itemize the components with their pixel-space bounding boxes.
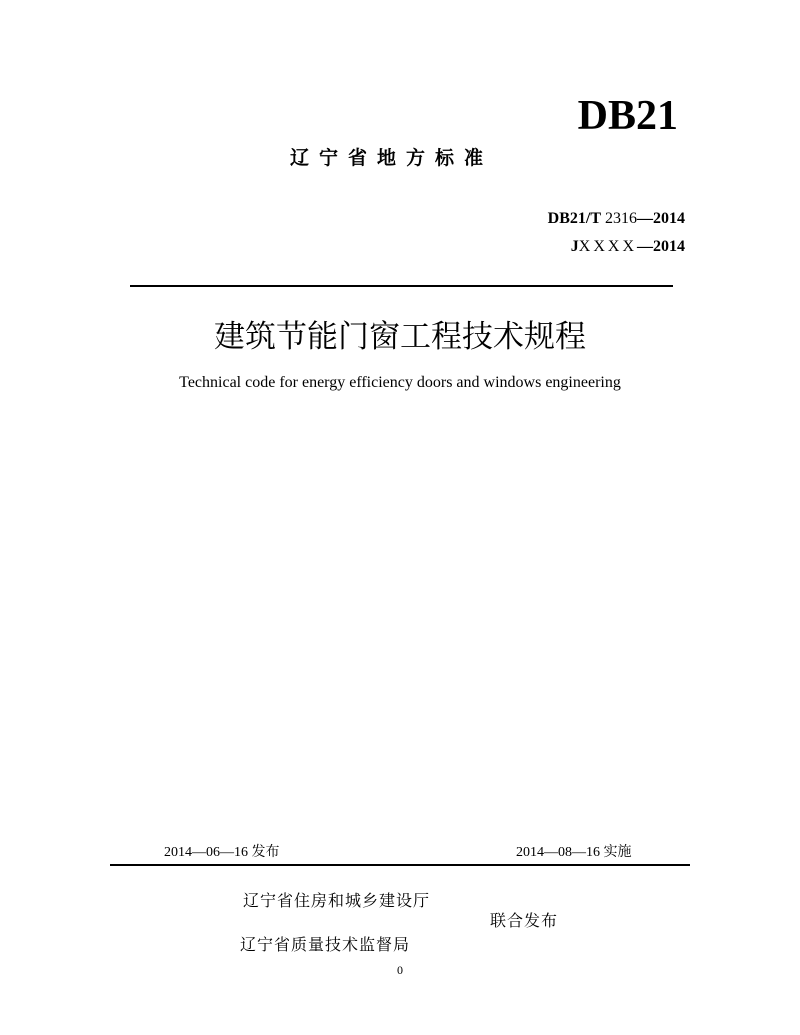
document-title-en: Technical code for energy efficiency doors and windows engineering (179, 374, 621, 391)
record-number-mid: XXXX (578, 238, 637, 255)
record-number-suffix: —2014 (637, 238, 685, 255)
issue-date: 2014—06—16 发布 (164, 845, 280, 860)
implementation-date: 2014—08—16 实施 (516, 845, 632, 860)
top-divider (130, 285, 673, 287)
record-number (571, 236, 685, 258)
standard-category: 辽宁省地方标准 (290, 147, 494, 169)
issuer-quality-bureau: 辽宁省质量技术监督局 (240, 935, 411, 954)
issuer-housing-department: 辽宁省住房和城乡建设厅 (243, 891, 431, 910)
standard-number-prefix: DB21/T (547, 210, 601, 227)
standard-number (548, 208, 685, 230)
standard-code: DB21 (577, 93, 678, 139)
bottom-divider (110, 864, 690, 866)
standard-number-suffix: —2014 (637, 210, 685, 227)
page-number: 0 (397, 963, 403, 977)
joint-release-label: 联合发布 (490, 911, 559, 930)
document-title-cn: 建筑节能门窗工程技术规程 (214, 319, 586, 355)
standard-number-mid: 2316 (601, 210, 637, 227)
record-number-prefix: J (570, 238, 579, 255)
